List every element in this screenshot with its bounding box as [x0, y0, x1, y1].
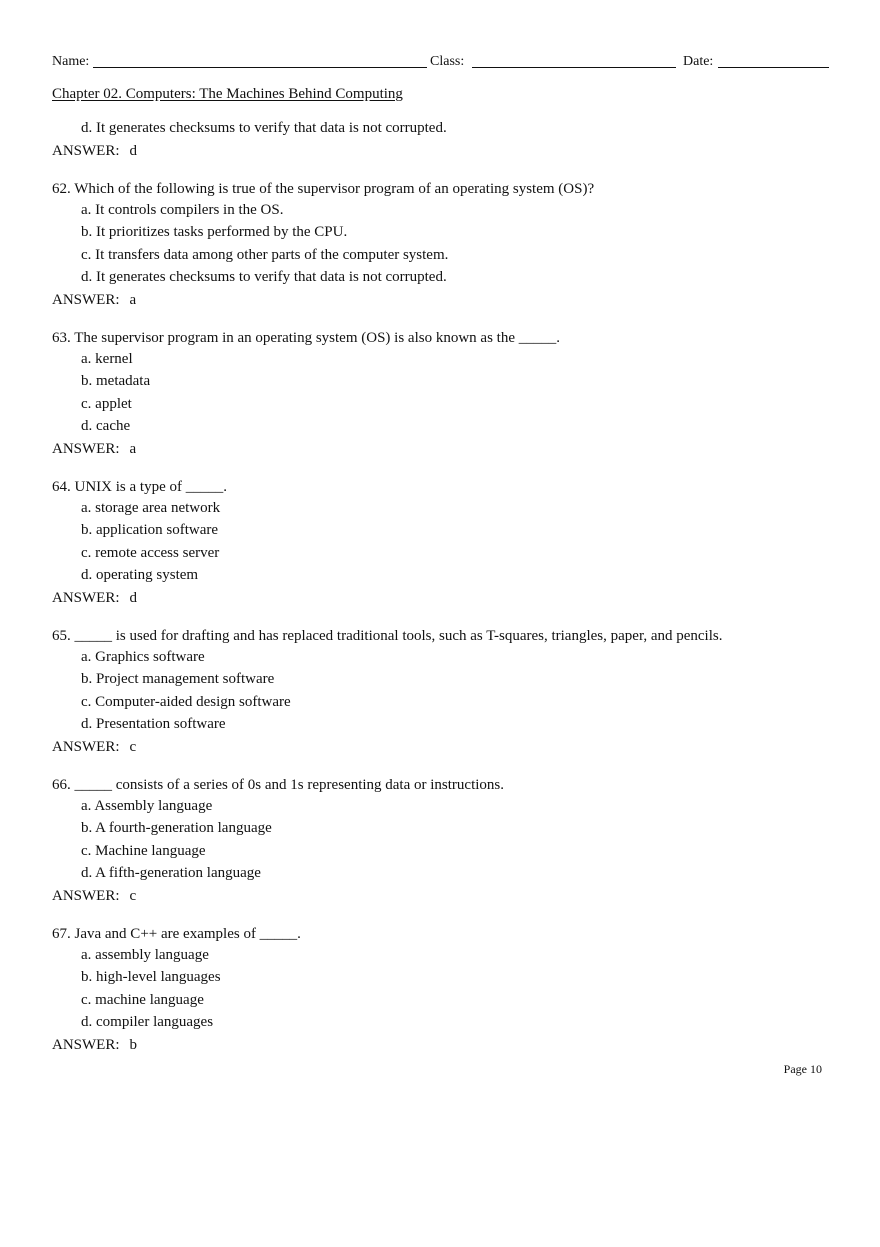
- question-text: 65. _____ is used for drafting and has replaced traditional tools, such as T-squares, triangles, paper, and pencils.: [52, 627, 723, 644]
- answer-value: b: [129, 1036, 137, 1053]
- student-info-header: [52, 51, 830, 71]
- question-list: [52, 117, 832, 1056]
- option: c. remote access server: [81, 544, 220, 561]
- option: a. It controls compilers in the OS.: [81, 201, 284, 218]
- answer-label: ANSWER:: [52, 738, 120, 755]
- question-text: 64. UNIX is a type of _____.: [52, 478, 227, 495]
- date-field[interactable]: [718, 67, 829, 68]
- chapter-title: Chapter 02. Computers: The Machines Behind Computing: [52, 86, 403, 102]
- answer-line: [52, 885, 832, 907]
- class-label: Class:: [430, 54, 465, 69]
- question-text: 62. Which of the following is true of the supervisor program of an operating system (OS)?: [52, 180, 595, 197]
- option: d. operating system: [81, 567, 199, 583]
- option: d. compiler languages: [81, 1014, 214, 1030]
- question-65: [52, 626, 832, 758]
- question-63: [52, 328, 832, 460]
- answer-line: [52, 140, 832, 162]
- answer-label: ANSWER:: [52, 291, 120, 308]
- option: c. Computer-aided design software: [81, 693, 291, 710]
- option: b. Project management software: [81, 671, 275, 687]
- answer-line: [52, 289, 832, 311]
- question-66: [52, 775, 832, 907]
- name-field[interactable]: [93, 67, 427, 68]
- answer-line: [52, 438, 832, 460]
- option: c. Machine language: [81, 842, 206, 859]
- answer-value: a: [129, 440, 137, 457]
- option: c. It transfers data among other parts of the computer system.: [81, 246, 449, 263]
- option: b. high-level languages: [81, 969, 221, 985]
- answer-value: c: [129, 887, 137, 904]
- answer-line: [52, 1034, 832, 1056]
- question-continuation: [52, 117, 832, 162]
- answer-label: ANSWER:: [52, 142, 120, 159]
- question-text: 67. Java and C++ are examples of _____.: [52, 925, 301, 942]
- date-label: Date:: [683, 54, 714, 69]
- answer-line: [52, 587, 832, 609]
- answer-value: c: [129, 738, 137, 755]
- option: b. It prioritizes tasks performed by the CPU.: [81, 224, 348, 240]
- option: a. Graphics software: [81, 648, 205, 665]
- option: b. application software: [81, 522, 219, 538]
- question-67: [52, 924, 832, 1056]
- answer-value: d: [129, 142, 137, 159]
- question-64: [52, 477, 832, 609]
- answer-label: ANSWER:: [52, 440, 120, 457]
- option: a. kernel: [81, 350, 133, 367]
- option: a. storage area network: [81, 499, 221, 516]
- option: d. cache: [81, 418, 131, 434]
- answer-label: ANSWER:: [52, 589, 120, 606]
- answer-line: [52, 736, 832, 758]
- question-62: [52, 179, 832, 311]
- answer-value: d: [129, 589, 137, 606]
- page-number: Page 10: [783, 1062, 822, 1076]
- option: b. metadata: [81, 373, 151, 389]
- name-label: Name:: [52, 54, 90, 69]
- answer-label: ANSWER:: [52, 887, 120, 904]
- option: d. It generates checksums to verify that data is not corrupted.: [81, 269, 447, 285]
- answer-label: ANSWER:: [52, 1036, 120, 1053]
- answer-value: a: [129, 291, 137, 308]
- option: c. applet: [81, 395, 132, 412]
- question-text: 63. The supervisor program in an operating system (OS) is also known as the _____.: [52, 329, 560, 346]
- option: a. assembly language: [81, 946, 209, 963]
- option: c. machine language: [81, 991, 204, 1008]
- class-field[interactable]: [472, 67, 676, 68]
- question-text: 66. _____ consists of a series of 0s and 1s representing data or instructions.: [52, 776, 504, 793]
- option: d. It generates checksums to verify that data is not corrupted.: [81, 120, 447, 136]
- option: d. Presentation software: [81, 716, 226, 732]
- option: b. A fourth-generation language: [81, 820, 272, 836]
- option: d. A fifth-generation language: [81, 865, 261, 881]
- option: a. Assembly language: [81, 797, 213, 814]
